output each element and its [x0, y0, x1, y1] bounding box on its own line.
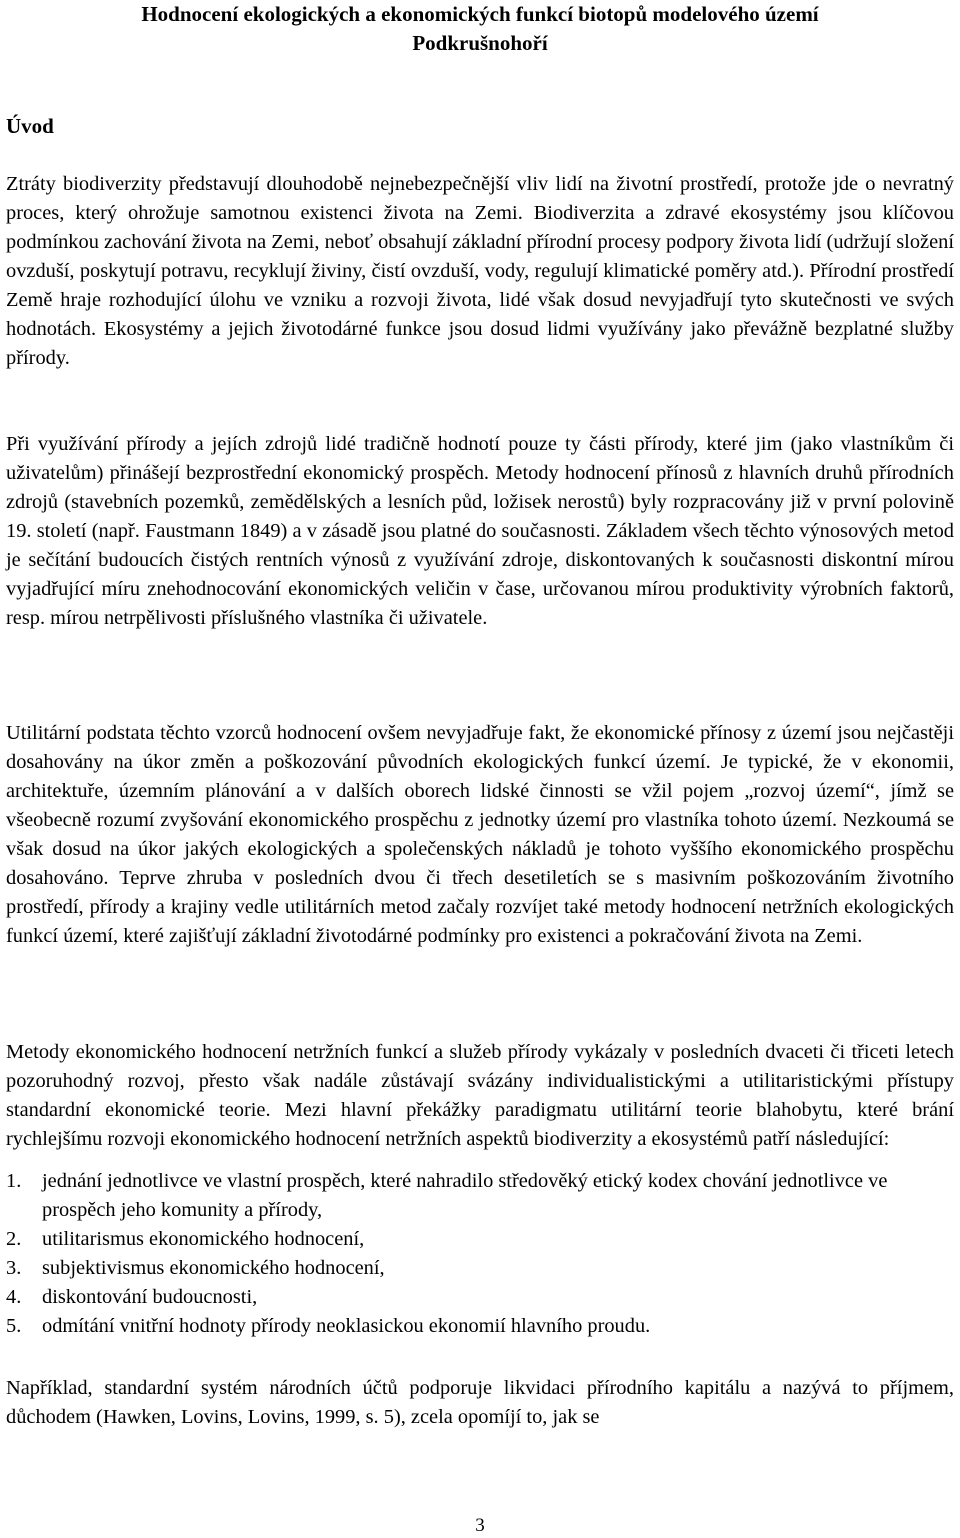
- list-item: [6, 1312, 954, 1341]
- section-heading-uvod: Úvod: [6, 114, 54, 138]
- page-number: 3: [475, 1515, 485, 1536]
- paragraph-1: Ztráty biodiverzity představují dlouhodobě nejnebezpečnější vliv lidí na životní prostředí, protože jde o nevratný proces, který ohrožuje samotnou existenci života na Zemi. Biodiverzita a zdravé ekosystémy jsou klíčovou podmínkou zachování života na Zemi, neboť obsahují základní přírodní procesy podpory života lidí (udržují složení ovzduší, poskytují potravu, recyklují živiny, čistí ovzduší, vody, regulují klimatické poměry atd.). Přírodní prostředí Země hraje rozhodující úlohu ve vzniku a rozvoji života, lidé však dosud nevyjadřují tyto skutečnosti ve svých hodnotách. Ekosystémy a jejich životodárné funkce jsou dosud lidmi využívány jako převážně bezplatné služby přírody.: [6, 173, 954, 369]
- list-item-text: odmítání vnitřní hodnoty přírody neoklasickou ekonomií hlavního proudu.: [42, 1315, 651, 1337]
- list-item: [6, 1167, 954, 1225]
- title-line-1: Hodnocení ekologických a ekonomických funkcí biotopů modelového území: [141, 2, 819, 26]
- document-page: [6, 0, 954, 1537]
- document-title: [6, 0, 954, 58]
- paragraph-2: Při využívání přírody a jejích zdrojů lidé tradičně hodnotí pouze ty části přírody, které jim (jako vlastníkům či uživatelům) přinášejí bezprostřední ekonomický prospěch. Metody hodnocení přínosů z hlavních druhů přírodních zdrojů (stavebních pozemků, zemědělských a lesních půd, ložisek nerostů) byly rozpracovány již v první polovině 19. století (např. Faustmann 1849) a v zásadě jsou platné do současnosti. Základem všech těchto výnosových metod je sečítání budoucích čistých rentních výnosů z využívání zdroje, diskontovaných k současnosti diskontní mírou vyjadřující míru znehodnocování ekonomických veličin v čase, určovanou mírou produktivity výrobních faktorů, resp. mírou netrpělivosti příslušného vlastníka či uživatele.: [6, 433, 954, 629]
- paragraph-3: Utilitární podstata těchto vzorců hodnocení ovšem nevyjadřuje fakt, že ekonomické přínosy z území jsou nejčastěji dosahovány na úkor změn a poškozování původních ekologických funkcí území. Je typické, že v ekonomii, architektuře, územním plánování a v dalších oborech lidské činnosti se vžil pojem „rozvoj území“, jímž se všeobecně rozumí zvyšování ekonomického prospěchu z jednotky území pro vlastníka tohoto území. Nezkoumá se však dosud na úkor jakých ekologických a společenských nákladů je tohoto vyššího ekonomického prospěchu dosahováno. Teprve zhruba v posledních dvou či třech desetiletích se s masivním poškozováním životního prostředí, přírody a krajiny vedle utilitárních metod začaly rozvíjet také metody hodnocení netržních ekologických funkcí území, které zajišťují základní životodárné podmínky pro existenci a pokračování života na Zemi.: [6, 722, 954, 947]
- paragraph-4: Metody ekonomického hodnocení netržních funkcí a služeb přírody vykázaly v posledních dvaceti či třiceti letech pozoruhodný rozvoj, přesto však nadále zůstávají svázány individualistickými a utilitaristickými přístupy standardní ekonomické teorie. Mezi hlavní překážky paradigmatu utilitární teorie blahobytu, které brání rychlejšímu rozvoji ekonomického hodnocení netržních aspektů biodiverzity a ekosystémů patří následující:: [6, 1041, 954, 1150]
- list-item-text: subjektivismus ekonomického hodnocení,: [42, 1257, 385, 1279]
- list-item: [6, 1254, 954, 1283]
- list-item-text: utilitarismus ekonomického hodnocení,: [42, 1228, 365, 1250]
- list-item-number: 1.: [6, 1170, 22, 1192]
- list-item-number: 2.: [6, 1228, 22, 1250]
- list-item: [6, 1283, 954, 1312]
- list-item-number: 4.: [6, 1286, 22, 1308]
- list-item-text: diskontování budoucnosti,: [42, 1286, 258, 1308]
- list-item-number: 3.: [6, 1257, 22, 1279]
- list-item-text: jednání jednotlivce ve vlastní prospěch, které nahradilo středověký etický kodex chování jednotlivce ve prospěch jeho komunity a přírody,: [42, 1170, 888, 1221]
- list-item: [6, 1225, 954, 1254]
- title-line-2: Podkrušnohoří: [412, 31, 548, 55]
- obstacles-list: [6, 1167, 954, 1341]
- list-item-number: 5.: [6, 1315, 22, 1337]
- closing-paragraph: Například, standardní systém národních účtů podporuje likvidaci přírodního kapitálu a nazývá to příjmem, důchodem (Hawken, Lovins, Lovins, 1999, s. 5), zcela opomíjí to, jak se: [6, 1377, 954, 1428]
